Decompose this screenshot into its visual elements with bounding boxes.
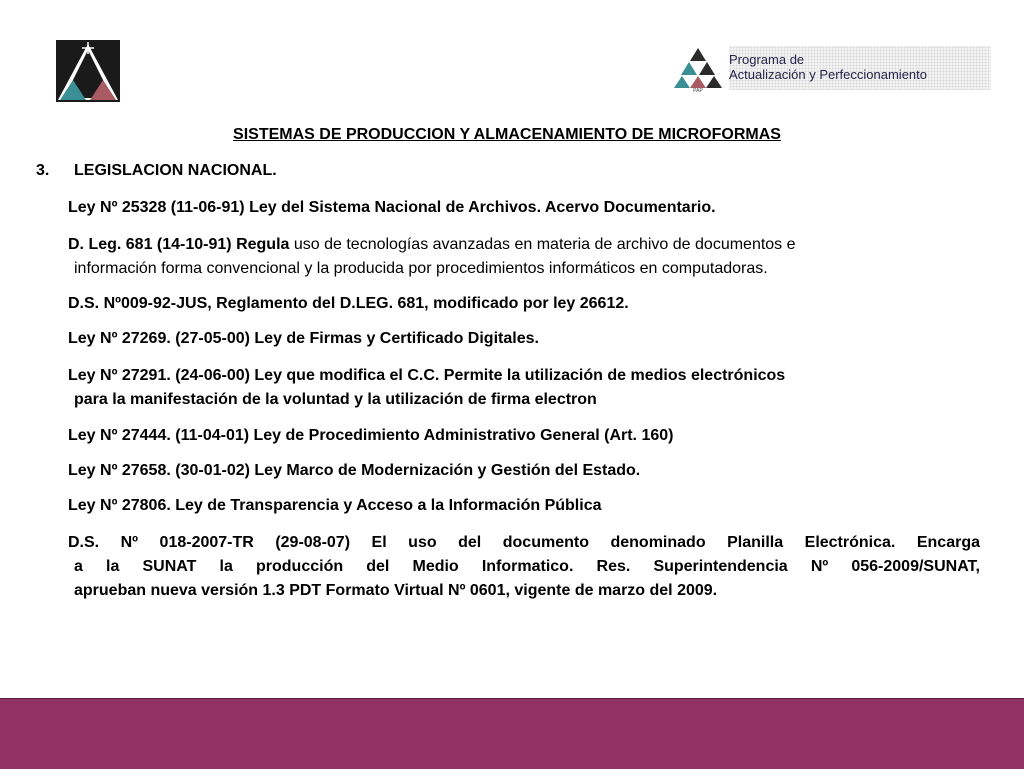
law-item-5: [68, 364, 980, 412]
pap-wordmark: [729, 46, 991, 90]
page-title: SISTEMAS DE PRODUCCION Y ALMACENAMIENTO DE MICROFORMAS: [233, 126, 781, 143]
pap-line-2: Actualización y Perfeccionamiento: [729, 67, 927, 82]
law-item-5-line-2: para la manifestación de la voluntad y la utilización de firma electron: [74, 391, 597, 408]
pap-small-label: PAP: [693, 88, 703, 92]
institution-logo: [56, 40, 120, 102]
section-number: 3.: [36, 162, 50, 179]
law-item-2-rest: uso de tecnologías avanzadas en materia de archivo de documentos e: [289, 236, 796, 253]
footer-bar: [0, 698, 1024, 769]
triangle-logo-icon: [56, 40, 120, 102]
law-item-1: Ley Nº 25328 (11-06-91) Ley del Sistema Nacional de Archivos. Acervo Documentario.: [68, 199, 716, 216]
law-item-5-line-1: Ley Nº 27291. (24-06-00) Ley que modifica el C.C. Permite la utilización de medios electrónicos: [68, 367, 786, 384]
law-item-9-line-2: a la SUNAT la producción del Medio Informatico. Res. Superintendencia Nº 056-2009/SUNAT,: [74, 558, 980, 575]
law-item-3: D.S. Nº009-92-JUS, Reglamento del D.LEG. 681, modificado por ley 26612.: [68, 295, 629, 312]
section-heading: [36, 162, 277, 180]
pap-logo: [672, 44, 994, 94]
law-item-9-line-1: D.S. Nº 018-2007-TR (29-08-07) El uso del documento denominado Planilla Electrónica. Encarga: [68, 534, 980, 551]
law-item-2: [68, 233, 980, 281]
law-item-2-bold: D. Leg. 681 (14-10-91) Regula: [68, 236, 290, 253]
law-item-9: [68, 531, 980, 603]
law-item-7: Ley Nº 27658. (30-01-02) Ley Marco de Modernización y Gestión del Estado.: [68, 462, 641, 479]
pap-line-1: Programa de: [729, 52, 805, 67]
law-item-2-line-2: información forma convencional y la producida por procedimientos informáticos en computadoras.: [74, 260, 768, 277]
pap-triangles-icon: [674, 46, 722, 92]
law-item-4: Ley Nº 27269. (27-05-00) Ley de Firmas y Certificado Digitales.: [68, 330, 539, 347]
law-item-8: Ley Nº 27806. Ley de Transparencia y Acceso a la Información Pública: [68, 497, 602, 514]
section-label: LEGISLACION NACIONAL.: [74, 162, 277, 179]
law-item-9-line-3: aprueban nueva versión 1.3 PDT Formato Virtual Nº 0601, vigente de marzo del 2009.: [74, 582, 718, 599]
law-item-6: Ley Nº 27444. (11-04-01) Ley de Procedimiento Administrativo General (Art. 160): [68, 427, 674, 444]
